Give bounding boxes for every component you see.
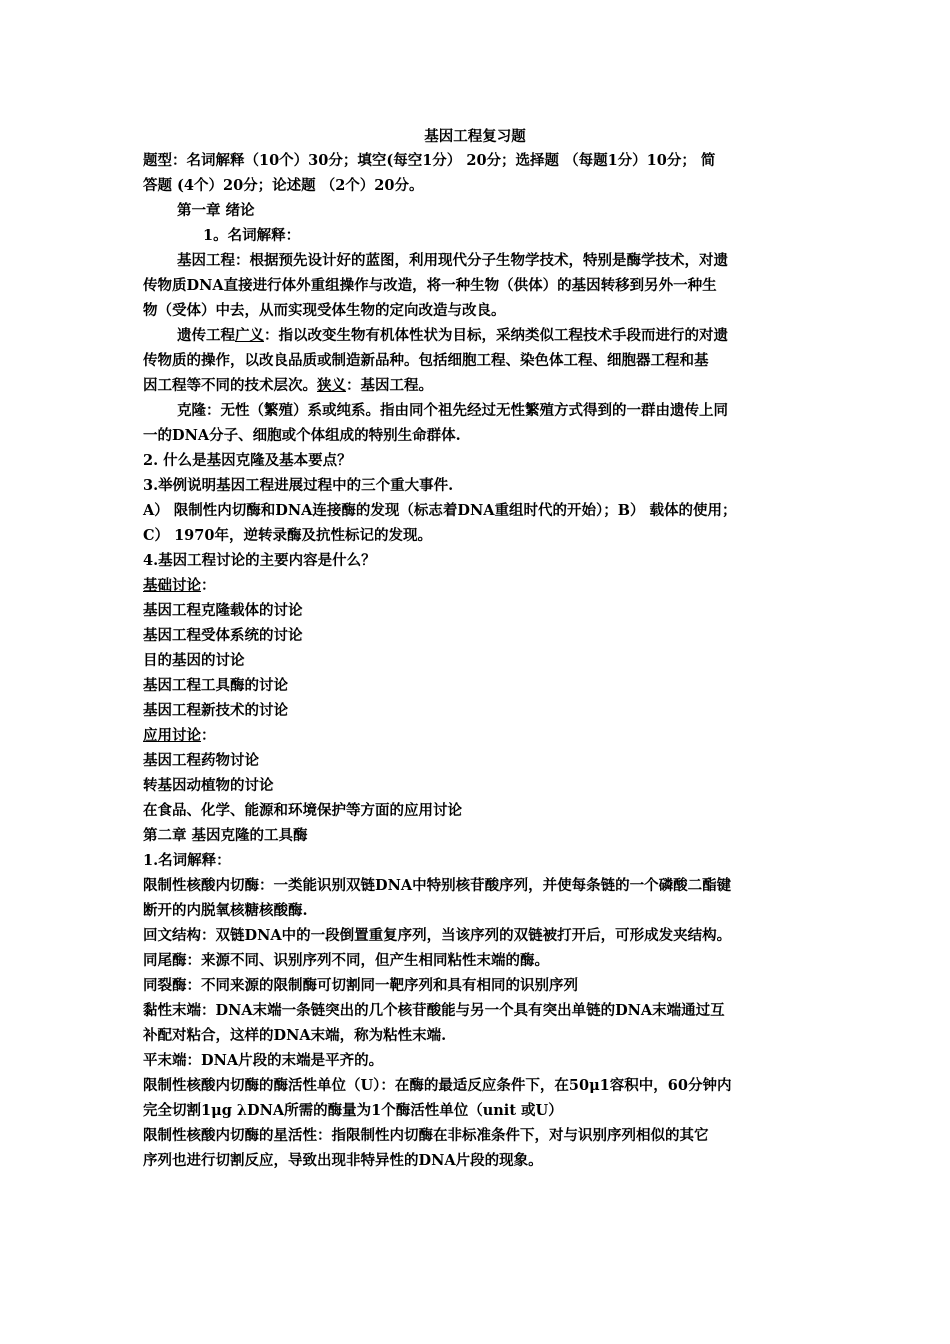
applied-item: 基因工程药物讨论 <box>143 752 259 769</box>
def-blunt-end: 平末端：DNA片段的末端是平齐的。 <box>143 1052 384 1069</box>
def-clone-line-2: 一的DNA分子、细胞或个体组成的特别生命群体. <box>143 427 461 444</box>
def-genetic-engineering-line-3 <box>143 377 433 395</box>
basic-research-heading: 基础讨论： <box>143 577 216 594</box>
def-restriction-enzyme-line-1: 限制性核酸内切酶：一类能识别双链DNA中特别核苷酸序列，并使每条链的一个磷酸二酯键 <box>143 877 732 894</box>
def-gene-engineering-line-1: 基因工程：根据预先设计好的蓝图，利用现代分子生物学技术，特别是酶学技术，对遗 <box>177 252 728 269</box>
question-2: 2. 什么是基因克隆及基本要点？ <box>143 452 352 469</box>
chapter-2-heading: 第二章 基因克隆的工具酶 <box>143 827 308 844</box>
applied-item: 在食品、化学、能源和环境保护等方面的应用讨论 <box>143 802 462 819</box>
def-enzyme-unit-line-1: 限制性核酸内切酶的酶活性单位（U）：在酶的最适反应条件下，在50μ1容积中，60分钟内 <box>143 1077 732 1094</box>
applied-research-heading: 应用讨论： <box>143 727 216 744</box>
def-sticky-end-line-2: 补配对粘合，这样的DNA末端，称为粘性末端. <box>143 1027 447 1044</box>
broad-sense-label: 广义 <box>235 327 264 344</box>
basic-item: 基因工程工具酶的讨论 <box>143 677 288 694</box>
applied-research-label: 应用讨论 <box>143 727 201 744</box>
question-3-answer-c: C） 1970年，逆转录酶及抗性标记的发现。 <box>143 527 432 544</box>
chapter-1-subheading: 1。名词解释： <box>203 227 301 244</box>
question-3: 3.举例说明基因工程进展过程中的三个重大事件. <box>143 477 454 494</box>
basic-item: 目的基因的讨论 <box>143 652 245 669</box>
genetic-line-3-post: ：基因工程。 <box>346 377 433 394</box>
basic-item: 基因工程克隆载体的讨论 <box>143 602 303 619</box>
def-star-activity-line-2: 序列也进行切割反应，导致出现非特异性的DNA片段的现象。 <box>143 1152 543 1169</box>
def-gene-engineering-line-2: 传物质DNA直接进行体外重组操作与改造，将一种生物（供体）的基因转移到另外一种生 <box>143 277 717 294</box>
doc-title: 基因工程复习题 <box>424 128 526 145</box>
def-sticky-end-line-1: 黏性末端：DNA末端一条链突出的几个核苷酸能与另一个具有突出单链的DNA末端通过互 <box>143 1002 725 1019</box>
question-3-answer-ab: A） 限制性内切酶和DNA连接酶的发现（标志着DNA重组时代的开始）；B） 载体的使用； <box>143 502 737 519</box>
genetic-line-1-rest: ：指以改变生物有机体性状为目标，采纳类似工程技术手段而进行的对遗 <box>264 327 728 344</box>
def-enzyme-unit-line-2: 完全切割1μg λDNA所需的酶量为1个酶活性单位（unit 或U） <box>143 1102 563 1119</box>
def-genetic-engineering-line-1 <box>177 327 728 345</box>
applied-item: 转基因动植物的讨论 <box>143 777 274 794</box>
genetic-term: 遗传工程 <box>177 327 235 344</box>
def-isoschizomer: 同裂酶：不同来源的限制酶可切割同一靶序列和具有相同的识别序列 <box>143 977 578 994</box>
def-restriction-enzyme-line-2: 断开的内脱氧核糖核酸酶. <box>143 902 308 919</box>
def-gene-engineering-line-3: 物（受体）中去，从而实现受体生物的定向改造与改良。 <box>143 302 506 319</box>
intro-line-1: 题型：名词解释（10个）30分；填空(每空1分） 20分；选择题 （每题1分）10分； 简 <box>143 152 716 169</box>
chapter-2-subheading: 1.名词解释： <box>143 852 231 869</box>
def-isocaudamer: 同尾酶：来源不同、识别序列不同，但产生相同粘性末端的酶。 <box>143 952 549 969</box>
genetic-line-3-pre: 因工程等不同的技术层次。 <box>143 377 317 394</box>
intro-line-2: 答题 (4个）20分；论述题 （2个）20分。 <box>143 177 424 194</box>
def-palindrome: 回文结构：双链DNA中的一段倒置重复序列，当该序列的双链被打开后，可形成发夹结构。 <box>143 927 732 944</box>
def-clone-line-1: 克隆：无性（繁殖）系或纯系。指由同个祖先经过无性繁殖方式得到的一群由遗传上同 <box>177 402 728 419</box>
basic-item: 基因工程新技术的讨论 <box>143 702 288 719</box>
def-star-activity-line-1: 限制性核酸内切酶的星活性：指限制性内切酶在非标准条件下，对与识别序列相似的其它 <box>143 1127 709 1144</box>
basic-research-label: 基础讨论 <box>143 577 201 594</box>
chapter-1-heading: 第一章 绪论 <box>177 202 255 219</box>
basic-item: 基因工程受体系统的讨论 <box>143 627 303 644</box>
def-genetic-engineering-line-2: 传物质的操作，以改良品质或制造新品种。包括细胞工程、染色体工程、细胞器工程和基 <box>143 352 709 369</box>
narrow-sense-label: 狭义 <box>317 377 346 394</box>
question-4: 4.基因工程讨论的主要内容是什么？ <box>143 552 376 569</box>
